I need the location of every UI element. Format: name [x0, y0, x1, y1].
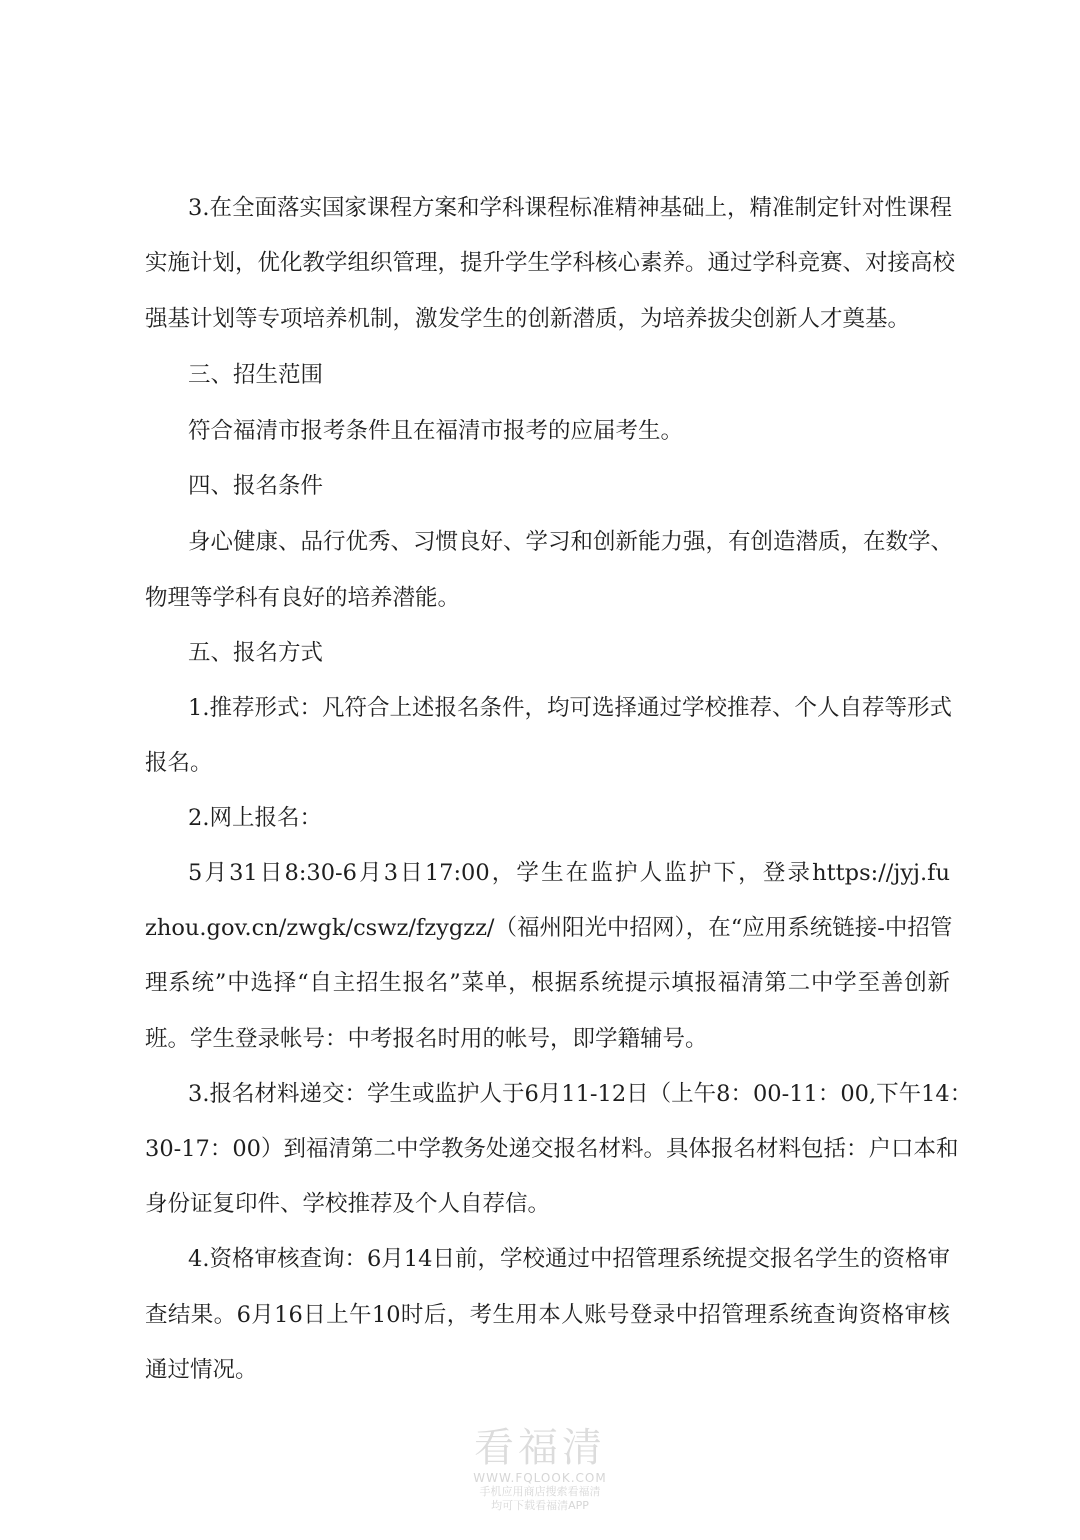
section-4-heading: 四、报名条件: [188, 473, 324, 499]
item-4-line-1: 4.资格审核查询：6月14日前，学校通过中招管理系统提交报名学生的资格审: [188, 1246, 950, 1272]
section-5-heading: 五、报名方式: [188, 640, 324, 666]
watermark-tagline-2: 均可下载看福清APP: [491, 1499, 589, 1512]
item-2-heading: 2.网上报名：: [188, 805, 322, 831]
item-4-line-3: 通过情况。: [145, 1357, 258, 1383]
item-4-line-2: 查结果。6月16日上午10时后，考生用本人账号登录中招管理系统查询资格审核: [145, 1302, 950, 1328]
item-2-line-2: zhou.gov.cn/zwgk/cswz/fzygzz/（福州阳光中招网），在“应用系统链接-中招管: [145, 915, 953, 941]
paragraph-3-line-3: 强基计划等专项培养机制，激发学生的创新潜质，为培养拔尖创新人才奠基。: [145, 306, 911, 332]
paragraph-3-line-2: 实施计划，优化教学组织管理，提升学生学科核心素养。通过学科竞赛、对接高校: [145, 250, 956, 276]
item-3-line-2: 30-17：00）到福清第二中学教务处递交报名材料。具体报名材料包括：户口本和: [145, 1136, 959, 1162]
paragraph-3-line-1: 3.在全面落实国家课程方案和学科课程标准精神基础上，精准制定针对性课程: [188, 195, 952, 221]
section-3-body: 符合福清市报考条件且在福清市报考的应届考生。: [188, 418, 684, 444]
item-2-line-3: 理系统”中选择“自主招生报名”菜单，根据系统提示填报福清第二中学至善创新: [145, 970, 950, 996]
item-2-line-1: 5月31日8:30-6月3日17:00，学生在监护人监护下，登录https://jyj.fu: [188, 860, 950, 886]
watermark-tagline-1: 手机应用商店搜索看福清: [479, 1485, 601, 1498]
item-3-line-1: 3.报名材料递交：学生或监护人于6月11-12日（上午8：00-11：00,下午14：: [188, 1081, 973, 1107]
watermark: [440, 1425, 640, 1513]
watermark-title: 看福清: [474, 1425, 606, 1471]
item-1-line-1: 1.推荐形式：凡符合上述报名条件，均可选择通过学校推荐、个人自荐等形式: [188, 695, 952, 721]
section-4-line-1: 身心健康、品行优秀、习惯良好、学习和创新能力强，有创造潜质，在数学、: [188, 529, 954, 555]
watermark-url: WWW.FQLOOK.COM: [473, 1471, 607, 1485]
section-4-line-2: 物理等学科有良好的培养潜能。: [145, 585, 461, 611]
section-3-heading: 三、招生范围: [188, 362, 324, 388]
item-2-line-4: 班。学生登录帐号：中考报名时用的帐号，即学籍辅号。: [145, 1026, 708, 1052]
item-1-line-2: 报名。: [145, 750, 213, 776]
item-3-line-3: 身份证复印件、学校推荐及个人自荐信。: [145, 1191, 551, 1217]
